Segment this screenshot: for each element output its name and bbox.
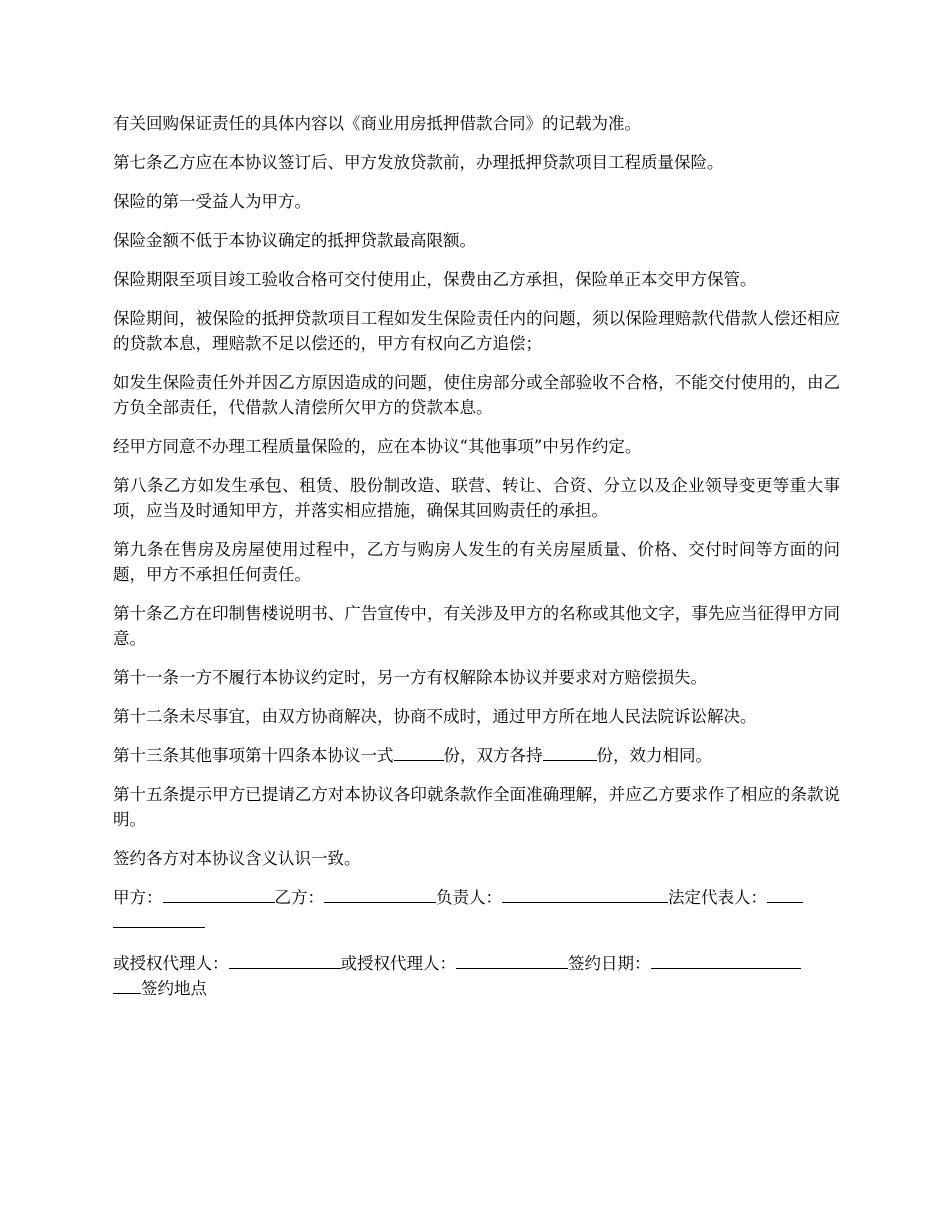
agent-2-blank[interactable]: [456, 951, 568, 969]
paragraph: 保险金额不低于本协议确定的抵押贷款最高限额。: [113, 231, 476, 250]
paragraph: 第九条在售房及房屋使用过程中，乙方与购房人发生的有关房屋质量、价格、交付时间等方面的问题，甲方不承担任何责任。: [113, 540, 840, 584]
sign-date-blank-continued[interactable]: [113, 976, 141, 994]
paragraph: 第七条乙方应在本协议签订后、甲方发放贷款前，办理抵押贷款项目工程质量保险。: [113, 153, 724, 172]
agent-1-blank[interactable]: [229, 951, 341, 969]
paragraph: 保险期限至项目竣工验收合格可交付使用止，保费由乙方承担，保险单正本交甲方保管。: [113, 270, 757, 289]
party-b-label: 乙方：: [274, 888, 324, 907]
paragraph: 第十条乙方在印制售楼说明书、广告宣传中，有关涉及甲方的名称或其他文字，事先应当征得甲方同意。: [113, 604, 840, 648]
signature-line-agents: [113, 951, 840, 1001]
paragraph: 保险期间，被保险的抵押贷款项目工程如发生保险责任内的问题，须以保险理赔款代借款人偿还相应的贷款本息，理赔款不足以偿还的，甲方有权向乙方追偿；: [113, 309, 840, 353]
legal-rep-label: 法定代表人：: [668, 888, 767, 907]
copies-clause-text: 第十三条其他事项第十四条本协议一式: [113, 746, 394, 765]
paragraph: 保险的第一受益人为甲方。: [113, 192, 311, 211]
agent-label: 或授权代理人：: [113, 954, 229, 973]
legal-rep-blank-continued[interactable]: [113, 910, 205, 928]
copies-each-blank[interactable]: [543, 743, 597, 761]
person-in-charge-label: 负责人：: [436, 888, 502, 907]
party-a-label: 甲方：: [113, 888, 163, 907]
person-in-charge-blank[interactable]: [502, 885, 668, 903]
paragraph: 第八条乙方如发生承包、租赁、股份制改造、联营、转让、合资、分立以及企业领导变更等重大事项，应当及时通知甲方，并落实相应措施，确保其回购责任的承担。: [113, 476, 840, 520]
copies-clause-text: 份，效力相同。: [596, 746, 712, 765]
copies-clause-text: 份，双方各持: [443, 746, 543, 765]
sign-date-blank[interactable]: [651, 951, 801, 969]
party-a-blank[interactable]: [163, 885, 275, 903]
paragraph: 签约各方对本协议含义认识一致。: [113, 849, 361, 868]
paragraph: 经甲方同意不办理工程质量保险的，应在本协议“其他事项”中另作约定。: [113, 437, 642, 456]
paragraph: 第十一条一方不履行本协议约定时，另一方有权解除本协议并要求对方赔偿损失。: [113, 668, 707, 687]
copies-clause: [113, 743, 840, 768]
legal-rep-blank[interactable]: [767, 885, 803, 903]
document-body: [113, 111, 840, 1001]
copies-total-blank[interactable]: [394, 743, 444, 761]
paragraph: 有关回购保证责任的具体内容以《商业用房抵押借款合同》的记载为准。: [113, 114, 641, 133]
sign-date-label: 签约日期：: [568, 954, 651, 973]
signature-line-parties: [113, 885, 840, 935]
paragraph: 如发生保险责任外并因乙方原因造成的问题，使住房部分或全部验收不合格，不能交付使用的，由乙方负全部责任，代借款人清偿所欠甲方的贷款本息。: [113, 373, 840, 417]
paragraph: 第十二条未尽事宜，由双方协商解决，协商不成时，通过甲方所在地人民法院诉讼解决。: [113, 707, 757, 726]
agent-label: 或授权代理人：: [340, 954, 456, 973]
sign-place-label: 签约地点: [141, 979, 207, 998]
paragraph: 第十五条提示甲方已提请乙方对本协议各印就条款作全面准确理解，并应乙方要求作了相应的条款说明。: [113, 785, 840, 829]
party-b-blank[interactable]: [324, 885, 436, 903]
